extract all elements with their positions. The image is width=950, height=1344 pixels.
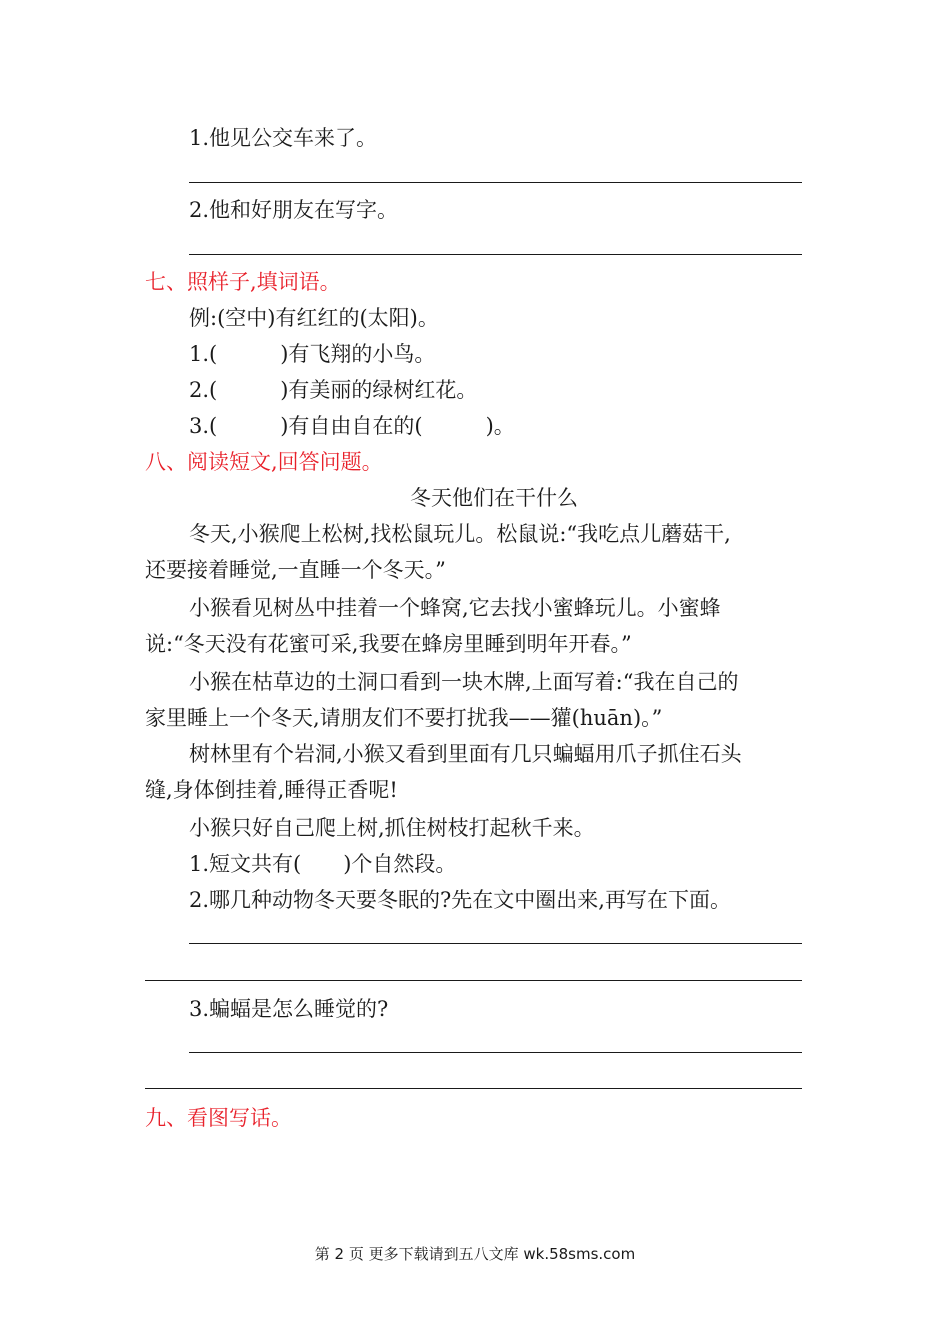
passage-line: 缝,身体倒挂着,睡得正香呢! — [145, 778, 398, 802]
passage-line: 树林里有个岩洞,小猴又看到里面有几只蝙蝠用爪子抓住石头 — [189, 742, 742, 766]
passage-line: 小猴只好自己爬上树,抓住树枝打起秋千来。 — [189, 816, 595, 840]
passage-title: 冬天他们在干什么 — [410, 486, 578, 510]
answer-line[interactable] — [189, 1052, 802, 1053]
answer-line[interactable] — [189, 943, 802, 944]
answer-line[interactable] — [189, 182, 802, 183]
question-7-2: 2.( )有美丽的绿树红花。 — [189, 378, 478, 402]
passage-line: 小猴看见树丛中挂着一个蜂窝,它去找小蜜蜂玩儿。小蜜蜂 — [189, 596, 721, 620]
answer-line[interactable] — [189, 254, 802, 255]
example-line: 例:(空中)有红红的(太阳)。 — [189, 306, 439, 330]
passage-line: 家里睡上一个冬天,请朋友们不要打扰我——獾(huān)。” — [145, 706, 663, 730]
passage-line: 说:“冬天没有花蜜可采,我要在蜂房里睡到明年开春。” — [145, 632, 632, 656]
section-7-heading: 七、照样子,填词语。 — [145, 270, 341, 294]
question-6-1: 1.他见公交车来了。 — [189, 126, 378, 150]
answer-line[interactable] — [145, 980, 802, 981]
page-footer: 第 2 页 更多下载请到五八文库 wk.58sms.com — [314, 1245, 636, 1263]
question-7-1: 1.( )有飞翔的小鸟。 — [189, 342, 436, 366]
question-8-1: 1.短文共有( )个自然段。 — [189, 852, 457, 876]
section-8-heading: 八、阅读短文,回答问题。 — [145, 450, 383, 474]
question-6-2: 2.他和好朋友在写字。 — [189, 198, 399, 222]
section-9-heading: 九、看图写话。 — [145, 1106, 292, 1130]
answer-line[interactable] — [145, 1088, 802, 1089]
question-7-3: 3.( )有自由自在的( )。 — [189, 414, 515, 438]
passage-line: 小猴在枯草边的土洞口看到一块木牌,上面写着:“我在自己的 — [189, 670, 739, 694]
passage-line: 还要接着睡觉,一直睡一个冬天。” — [145, 558, 446, 582]
passage-line: 冬天,小猴爬上松树,找松鼠玩儿。松鼠说:“我吃点儿蘑菇干, — [189, 522, 731, 546]
question-8-3: 3.蝙蝠是怎么睡觉的? — [189, 997, 389, 1021]
question-8-2: 2.哪几种动物冬天要冬眠的?先在文中圈出来,再写在下面。 — [189, 888, 731, 912]
